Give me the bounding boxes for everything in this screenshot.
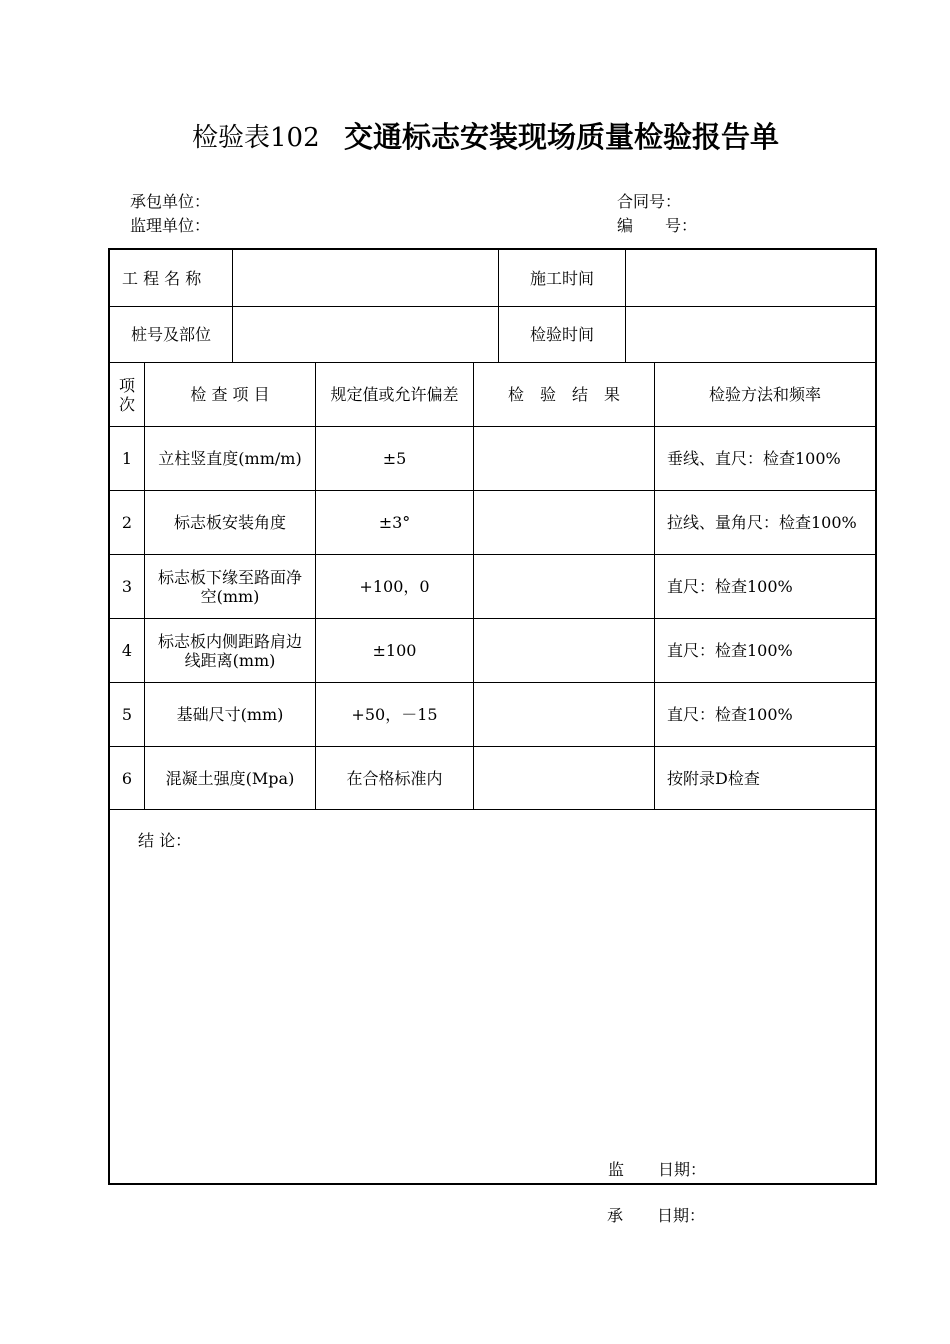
inspection-form — [108, 248, 877, 1185]
contractor-sign-label: 承 — [607, 1206, 624, 1225]
conclusion-field[interactable] — [138, 856, 838, 1136]
row-method: 按附录D检查 — [667, 768, 760, 788]
construction-time-label: 施工时间 — [499, 250, 626, 306]
table-row — [110, 427, 875, 491]
table-row — [110, 747, 875, 810]
row-no: 3 — [110, 555, 145, 618]
construction-time-field[interactable] — [626, 250, 875, 306]
row-spec: ±3° — [316, 491, 474, 554]
contract-no-label: 合同号： — [617, 192, 682, 211]
row-item: 混凝土强度(Mpa) — [145, 747, 316, 809]
info-row-station — [110, 307, 875, 363]
table-row — [110, 491, 875, 555]
contractor-label: 承包单位： — [130, 192, 211, 211]
row-spec: ±5 — [316, 427, 474, 490]
row-method: 直尺：检查100% — [667, 577, 793, 596]
row-spec: ±100 — [316, 619, 474, 682]
project-name-label: 工 程 名 称 — [110, 250, 233, 306]
station-field[interactable] — [233, 307, 499, 362]
row-result-field[interactable] — [474, 555, 655, 618]
station-label: 桩号及部位 — [110, 307, 233, 362]
row-no: 1 — [110, 427, 145, 490]
row-item: 立柱竖直度(mm/m) — [145, 427, 316, 490]
col-result-header: 检 验 结 果 — [474, 363, 655, 426]
col-spec-header: 规定值或允许偏差 — [316, 363, 474, 426]
table-row — [110, 619, 875, 683]
conclusion-label: 结 论： — [138, 831, 192, 850]
supervisor-label: 监理单位： — [130, 216, 211, 235]
row-result-field[interactable] — [474, 619, 655, 682]
serial-no-label: 编 号： — [617, 216, 698, 235]
table-row — [110, 555, 875, 619]
supervisor-date-label: 日期： — [658, 1160, 707, 1179]
row-spec: +100，0 — [316, 555, 474, 618]
info-row-project — [110, 250, 875, 307]
row-method: 垂线、直尺：检查100% — [667, 449, 841, 468]
row-result-field[interactable] — [474, 491, 655, 554]
row-no: 2 — [110, 491, 145, 554]
row-result-field[interactable] — [474, 747, 655, 809]
row-result-field[interactable] — [474, 683, 655, 746]
row-item: 标志板下缘至路面净空(mm) — [145, 555, 316, 618]
page-title: 交通标志安装现场质量检验报告单 — [344, 120, 780, 154]
project-name-field[interactable] — [233, 250, 499, 306]
table-row — [110, 683, 875, 747]
row-spec: +50，－15 — [316, 683, 474, 746]
row-item: 基础尺寸(mm) — [145, 683, 316, 746]
row-method: 直尺：检查100% — [667, 705, 793, 724]
form-code: 检验表102 — [192, 123, 320, 153]
row-no: 4 — [110, 619, 145, 682]
row-item: 标志板安装角度 — [145, 491, 316, 554]
row-no: 5 — [110, 683, 145, 746]
row-spec: 在合格标准内 — [316, 747, 474, 809]
supervisor-sign-label: 监 — [608, 1160, 625, 1179]
row-item: 标志板内侧距路肩边线距离(mm) — [145, 619, 316, 682]
row-method: 直尺：检查100% — [667, 641, 793, 660]
inspection-time-field[interactable] — [626, 307, 875, 362]
table-header — [110, 363, 875, 427]
contractor-date-label: 日期： — [657, 1206, 706, 1225]
col-method-header: 检验方法和频率 — [708, 385, 821, 404]
row-no: 6 — [110, 747, 145, 809]
row-result-field[interactable] — [474, 427, 655, 490]
col-no-header: 项次 — [110, 363, 145, 426]
row-method: 拉线、量角尺：检查100% — [667, 513, 857, 532]
inspection-time-label: 检验时间 — [499, 307, 626, 362]
col-item-header: 检 查 项 目 — [145, 363, 316, 426]
